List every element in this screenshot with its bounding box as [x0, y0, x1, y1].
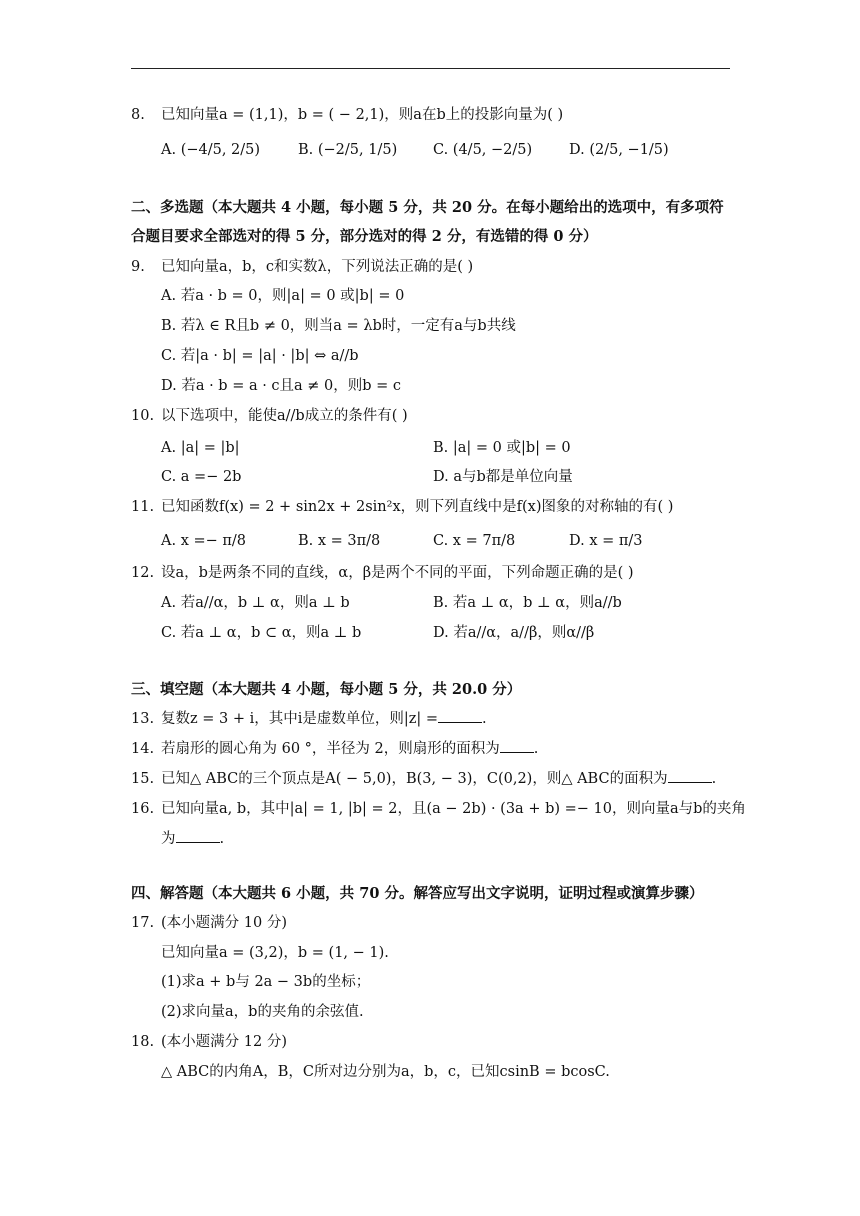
option-c: C. x = 7π/8 [433, 533, 516, 549]
question-stem [161, 105, 563, 125]
option-c: C. (4/5, −2/5) [433, 142, 533, 158]
question-header: (本小题满分 10 分) [161, 915, 287, 931]
section-heading: 四、解答题（本大题共 6 小题，共 70 分。解答应写出文字说明，证明过程或演算步骤） [131, 885, 704, 902]
option-a: A. |a| = |b| [161, 440, 240, 456]
option-b: B. 若λ ∈ R且b ≠ 0，则当a = λb时，一定有a与b共线 [161, 318, 516, 334]
question-number: 12. [131, 565, 155, 581]
question-number: 18. [131, 1034, 155, 1050]
question-stem [161, 739, 538, 759]
option-b: B. (−2/5, 1/5) [298, 142, 398, 158]
question-number: 14. [131, 741, 155, 757]
stem-end: . [711, 771, 717, 787]
question-header: (本小题满分 12 分) [161, 1034, 287, 1050]
question-number: 13. [131, 711, 155, 727]
section-heading: 二、多选题（本大题共 4 小题，每小题 5 分，共 20 分。在每小题给出的选项中，有多项符 [131, 199, 724, 216]
stem-text: 若扇形的圆心角为 60 °，半径为 2，则扇形的面积为 [161, 741, 500, 757]
question-number: 11. [131, 499, 155, 515]
question-stem: 已知函数f(x) = 2 + sin2x + 2sin²x，则下列直线中是f(x)图象的对称轴的有( ) [161, 499, 674, 515]
question-number: 17. [131, 915, 155, 931]
question-stem-cont [161, 829, 224, 849]
stem-text: 为 [161, 831, 176, 847]
top-rule [131, 68, 730, 69]
option-b: B. x = 3π/8 [298, 533, 381, 549]
option-b: B. |a| = 0 或|b| = 0 [433, 440, 571, 456]
question-number: 15. [131, 771, 155, 787]
question-stem [161, 769, 716, 789]
stem-end: . [219, 831, 225, 847]
option-d: D. x = π/3 [569, 533, 643, 549]
question-text: (2)求向量a，b的夹角的余弦值. [161, 1004, 364, 1020]
question-text: 已知向量a = (3,2)，b = (1, − 1). [161, 945, 389, 961]
section-heading-cont: 合题目要求全部选对的得 5 分，部分选对的得 2 分，有选错的得 0 分） [131, 228, 598, 245]
question-stem: 已知向量a, b，其中|a| = 1, |b| = 2，且(a − 2b) · (3a + b) =− 10，则向量a与b的夹角 [161, 801, 746, 817]
option-d: D. a与b都是单位向量 [433, 469, 573, 485]
option-d: D. (2/5, −1/5) [569, 142, 669, 158]
question-number: 9. [131, 259, 145, 275]
stem-text: a在b上的投影向量为( ) [413, 107, 564, 123]
option-a: A. x =− π/8 [161, 533, 247, 549]
option-c: C. a =− 2b [161, 469, 242, 485]
stem-text: 已知向量 [161, 107, 219, 123]
option-a: A. 若a//α，b ⊥ α，则a ⊥ b [161, 595, 350, 611]
option-d: D. 若a · b = a · c且a ≠ 0，则b = c [161, 378, 402, 394]
stem-text: 已知△ ABC的三个顶点是A( − 5,0)，B(3, − 3)，C(0,2)，则△ ABC的面积为 [161, 771, 668, 787]
stem-text: b = ( − 2,1)，则 [297, 107, 414, 123]
answer-blank[interactable] [438, 709, 482, 723]
stem-text: a = (1,1)， [219, 107, 298, 123]
option-a: A. 若a · b = 0，则|a| = 0 或|b| = 0 [161, 288, 405, 304]
question-number: 10. [131, 408, 155, 424]
question-text: (1)求a + b与 2a − 3b的坐标； [161, 974, 371, 990]
answer-blank[interactable] [668, 769, 712, 783]
stem-text: 复数z = 3 + i，其中i是虚数单位，则|z| = [161, 711, 439, 727]
question-stem [161, 709, 487, 729]
option-d: D. 若a//α，a//β，则α//β [433, 625, 595, 641]
answer-blank[interactable] [176, 829, 220, 843]
stem-end: . [482, 711, 487, 727]
stem-end: . [533, 741, 539, 757]
option-c: C. 若|a · b| = |a| · |b| ⇔ a//b [161, 348, 359, 364]
question-text: △ ABC的内角A，B，C所对边分别为a，b，c，已知csinB = bcosC. [161, 1064, 610, 1080]
question-number: 8. [131, 107, 145, 123]
question-stem: 已知向量a，b，c和实数λ，下列说法正确的是( ) [161, 259, 474, 275]
option-a: A. (−4/5, 2/5) [161, 142, 261, 158]
question-stem: 以下选项中，能使a//b成立的条件有( ) [161, 408, 408, 424]
answer-blank[interactable] [500, 739, 534, 753]
question-stem: 设a，b是两条不同的直线，α，β是两个不同的平面，下列命题正确的是( ) [161, 565, 634, 581]
option-c: C. 若a ⊥ α，b ⊂ α，则a ⊥ b [161, 625, 362, 641]
option-b: B. 若a ⊥ α，b ⊥ α，则a//b [433, 595, 622, 611]
section-heading: 三、填空题（本大题共 4 小题，每小题 5 分，共 20.0 分） [131, 681, 522, 698]
question-number: 16. [131, 801, 155, 817]
